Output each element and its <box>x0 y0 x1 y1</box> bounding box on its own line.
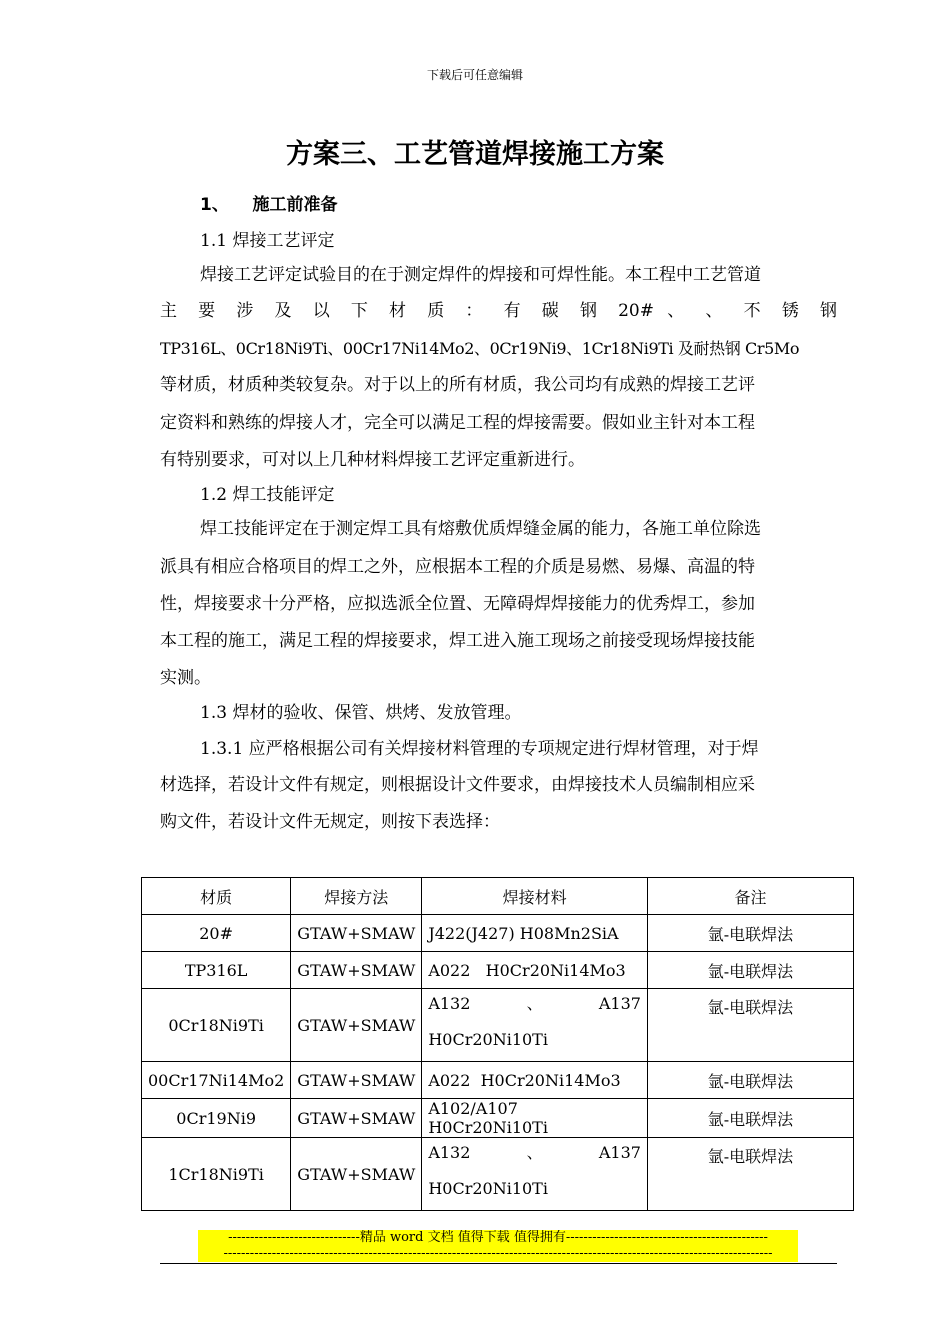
section-1-heading <box>200 194 837 216</box>
table-row <box>142 1099 854 1138</box>
note-cell: 氩-电联焊法 <box>647 952 853 989</box>
footer-banner-line-1: ------------------------------精品 word 文档 值得下载 值得拥有---------------------------------------------- <box>198 1230 798 1246</box>
table-row <box>142 1062 854 1099</box>
filler-cell <box>422 989 648 1062</box>
method-cell: GTAW+SMAW <box>291 1138 422 1211</box>
method-cell: GTAW+SMAW <box>291 952 422 989</box>
filler-code-b: A137 <box>598 994 641 1013</box>
paragraph-line: 本工程的施工，满足工程的焊接要求，焊工进入施工现场之前接受现场焊接技能 <box>160 631 755 651</box>
note-cell: 氩-电联焊法 <box>647 915 853 952</box>
material-cell: 0Cr18Ni9Ti <box>142 989 291 1062</box>
paragraph-line: 购文件，若设计文件无规定，则按下表选择： <box>160 812 500 832</box>
subsection-1-3-heading: 1.3 焊材的验收、保管、烘烤、发放管理。 <box>200 703 522 723</box>
filler-cell <box>422 1138 648 1211</box>
note-cell: 氩-电联焊法 <box>647 989 853 1062</box>
note-cell: 氩-电联焊法 <box>647 1062 853 1099</box>
material-cell: 20# <box>142 915 291 952</box>
footer-rule <box>160 1263 837 1264</box>
paragraph-line: 有特别要求，可对以上几种材料焊接工艺评定重新进行。 <box>160 450 585 470</box>
page-title: 方案三、工艺管道焊接施工方案 <box>286 139 664 170</box>
material-cell: 0Cr19Ni9 <box>142 1099 291 1138</box>
method-cell: GTAW+SMAW <box>291 915 422 952</box>
material-cell: 1Cr18Ni9Ti <box>142 1138 291 1211</box>
table-header-cell: 备注 <box>647 878 853 915</box>
method-cell: GTAW+SMAW <box>291 1099 422 1138</box>
table-row <box>142 952 854 989</box>
section-1-title: 施工前准备 <box>252 195 338 215</box>
filler-separator: 、 <box>526 1143 543 1162</box>
welding-material-table <box>141 877 854 1211</box>
table-header-cell: 材质 <box>142 878 291 915</box>
table-row <box>142 1138 854 1211</box>
filler-cell: A102/A107 H0Cr20Ni10Ti <box>422 1099 648 1138</box>
table-row <box>142 989 854 1062</box>
filler-cell: A022 H0Cr20Ni14Mo3 <box>422 952 648 989</box>
footer-banner-line-2: ----------------------------------------------------------------------------------------------------------------------------- <box>198 1246 798 1262</box>
filler-separator: 、 <box>526 994 543 1013</box>
note-cell: 氩-电联焊法 <box>647 1138 853 1211</box>
paragraph-line: 性，焊接要求十分严格，应拟选派全位置、无障碍焊焊接能力的优秀焊工，参加 <box>160 594 755 614</box>
subsection-1-1-heading: 1.1 焊接工艺评定 <box>200 231 335 251</box>
table-row <box>142 915 854 952</box>
filler-code-a: A132 <box>428 1143 471 1162</box>
paragraph-line: 定资料和熟练的焊接人才，完全可以满足工程的焊接需要。假如业主针对本工程 <box>160 413 755 433</box>
table-header-row <box>142 878 854 915</box>
subsection-1-2-heading: 1.2 焊工技能评定 <box>200 485 335 505</box>
material-cell: 00Cr17Ni14Mo2 <box>142 1062 291 1099</box>
table-header-cell: 焊接方法 <box>291 878 422 915</box>
filler-cell: J422(J427) H08Mn2SiA <box>422 915 648 952</box>
table-header-cell: 焊接材料 <box>422 878 648 915</box>
paragraph-line: 焊工技能评定在于测定焊工具有熔敷优质焊缝金属的能力，各施工单位除选 <box>200 519 761 539</box>
filler-wire: H0Cr20Ni10Ti <box>428 1030 548 1049</box>
note-cell: 氩-电联焊法 <box>647 1099 853 1138</box>
paragraph-line: 派具有相应合格项目的焊工之外，应根据本工程的介质是易燃、易爆、高温的特 <box>160 557 755 577</box>
method-cell: GTAW+SMAW <box>291 989 422 1062</box>
section-1-number: 1、 <box>200 195 229 215</box>
material-cell: TP316L <box>142 952 291 989</box>
paragraph-line: 实测。 <box>160 668 211 688</box>
paragraph-line: 主 要 涉 及 以 下 材 质 ： 有 碳 钢 20# 、 、 不 锈 钢 <box>160 301 837 321</box>
paragraph-line: 1.3.1 应严格根据公司有关焊接材料管理的专项规定进行焊材管理，对于焊 <box>200 739 759 759</box>
filler-wire: H0Cr20Ni10Ti <box>428 1179 548 1198</box>
header-note: 下载后可任意编辑 <box>426 68 523 82</box>
filler-cell: A022 H0Cr20Ni14Mo3 <box>422 1062 648 1099</box>
filler-code-b: A137 <box>598 1143 641 1162</box>
paragraph-line: 焊接工艺评定试验目的在于测定焊件的焊接和可焊性能。本工程中工艺管道 <box>200 265 761 285</box>
paragraph-line: 等材质，材质种类较复杂。对于以上的所有材质，我公司均有成熟的焊接工艺评 <box>160 375 755 395</box>
paragraph-line: 材选择，若设计文件有规定，则根据设计文件要求，由焊接技术人员编制相应采 <box>160 775 755 795</box>
filler-code-a: A132 <box>428 994 471 1013</box>
method-cell: GTAW+SMAW <box>291 1062 422 1099</box>
paragraph-line: TP316L、0Cr18Ni9Ti、00Cr17Ni14Mo2、0Cr19Ni9、1Cr18Ni9Ti 及耐热钢 Cr5Mo <box>160 339 800 358</box>
